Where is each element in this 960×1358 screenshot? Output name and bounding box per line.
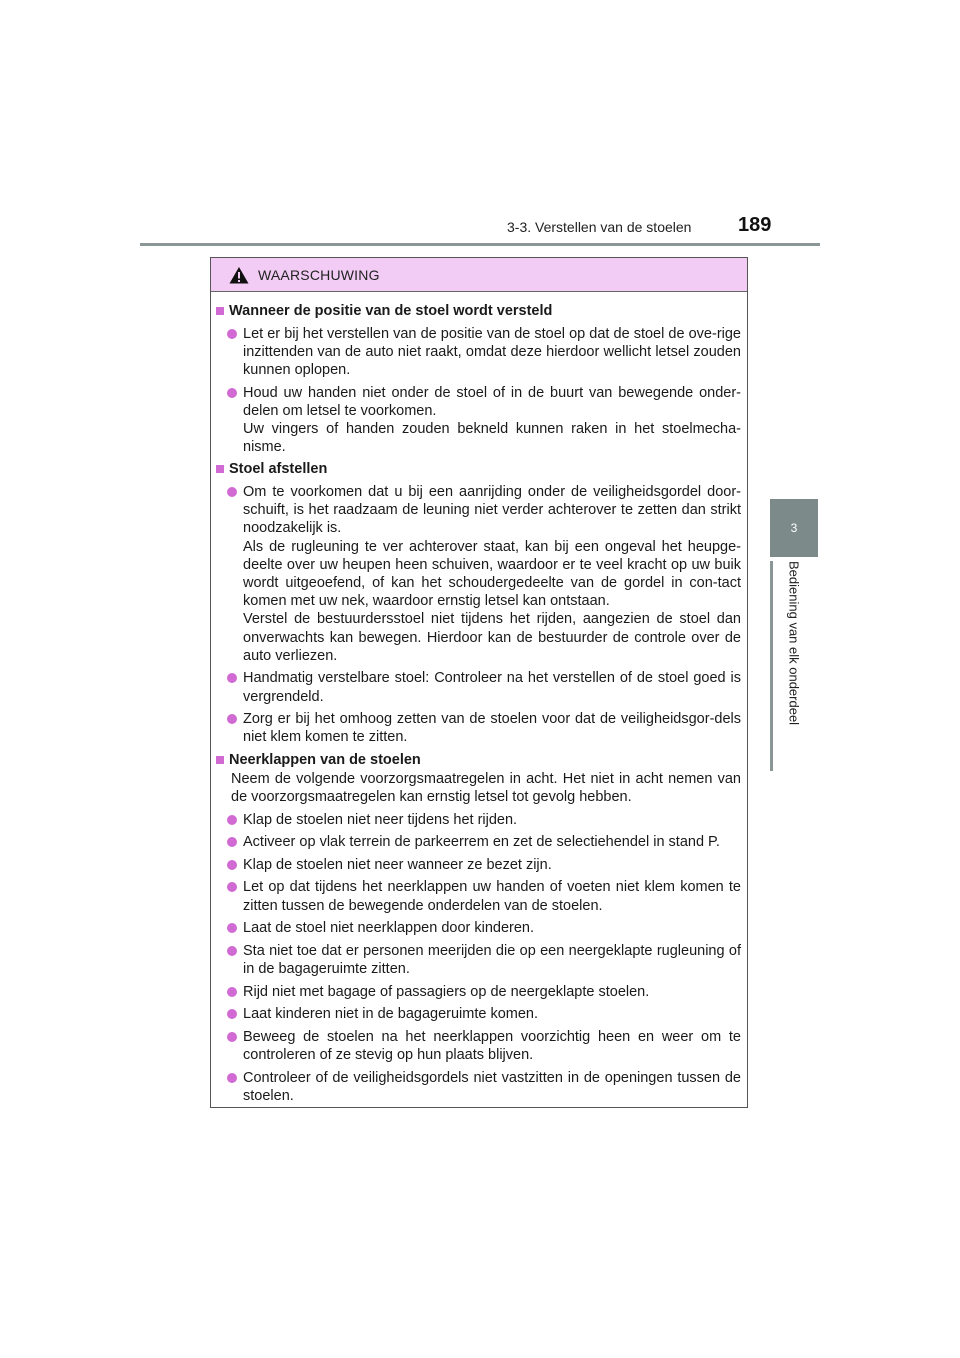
bullet-text: Activeer op vlak terrein de parkeerrem en zet de selectiehendel in stand P. [243, 834, 720, 851]
bullet-text: Klap de stoelen niet neer tijdens het rijden. [243, 811, 518, 828]
warning-bullet-item [216, 942, 741, 978]
section-heading [216, 302, 741, 320]
section-heading-text: Wanneer de positie van de stoel wordt versteld [229, 303, 553, 319]
section-heading-text: Neerklappen van de stoelen [229, 751, 421, 768]
square-bullet-icon [216, 465, 224, 473]
round-bullet-icon [227, 714, 237, 724]
warning-bullet-item [216, 983, 741, 1001]
bullet-text: Sta niet toe dat er personen meerijden die op een neergeklapte rugleuning of in de bagageruimte zitten. [243, 942, 741, 977]
section-heading-text: Stoel afstellen [229, 461, 328, 478]
round-bullet-icon [227, 1032, 237, 1042]
warning-bullet-item [216, 811, 741, 829]
bullet-text: Let op dat tijdens het neerklappen uw handen of voeten niet klem komen te zitten tussen de bewegende onderdelen van de stoelen. [243, 879, 741, 914]
chapter-title: Bediening van elk onderdeel [786, 561, 802, 726]
bullet-text: Verstel de bestuurdersstoel niet tijdens het rijden, aangezien de stoel dan onverwachts kan bewegen. Hierdoor kan de bestuurder de controle over de auto verliezen. [243, 611, 741, 664]
warning-bullet-item [216, 919, 741, 937]
bullet-text: Beweeg de stoelen na het neerklappen voorzichtig heen en weer om te controleren of ze stevig op hun plaats blijven. [243, 1028, 741, 1063]
warning-bullet-item [216, 1069, 741, 1105]
round-bullet-icon [227, 815, 237, 825]
warning-body [211, 292, 747, 1105]
round-bullet-icon [227, 987, 237, 997]
round-bullet-icon [227, 388, 237, 398]
bullet-text: Klap de stoelen niet neer wanneer ze bezet zijn. [243, 856, 552, 873]
round-bullet-icon [227, 1073, 237, 1083]
chapter-number: 3 [790, 521, 798, 535]
round-bullet-icon [227, 673, 237, 683]
square-bullet-icon [216, 307, 224, 315]
bullet-text: Handmatig verstelbare stoel: Controleer na het verstellen of de stoel goed is vergrendeld. [243, 670, 741, 705]
round-bullet-icon [227, 860, 237, 870]
warning-bullet-item [216, 856, 741, 874]
bullet-text: Zorg er bij het omhoog zetten van de stoelen voor dat de veiligheidsgor-dels niet klem komen te zitten. [243, 711, 741, 746]
section-heading [216, 460, 741, 478]
round-bullet-icon [227, 923, 237, 933]
warning-bullet-item [216, 1028, 741, 1064]
bullet-text: Controleer of de veiligheidsgordels niet vastzitten in de openingen tussen de stoelen. [243, 1069, 741, 1104]
bullet-text: Laat de stoel niet neerklappen door kinderen. [243, 920, 535, 937]
warning-bullet-item [216, 833, 741, 851]
warning-triangle-icon [229, 266, 249, 284]
chapter-divider [770, 561, 773, 771]
running-header-section: 3-3. Verstellen van de stoelen [507, 219, 692, 235]
round-bullet-icon [227, 329, 237, 339]
intro-text: Neem de volgende voorzorgsmaatregelen in acht. Het niet in acht nemen van de voorzorgsmaatregelen kan ernstig letsel tot gevolg hebben. [231, 770, 741, 806]
warning-bullet-item [216, 669, 741, 705]
warning-bullet-item [216, 878, 741, 914]
section-intro [216, 770, 741, 806]
bullet-text: Om te voorkomen dat u bij een aanrijding onder de veiligheidsgordel door-schuift, is het raadzaam de leuning niet verder achterover te zetten dan strikt noodzakelijk is. [243, 484, 741, 537]
round-bullet-icon [227, 1009, 237, 1019]
bullet-text: Laat kinderen niet in de bagageruimte komen. [243, 1006, 539, 1023]
bullet-text: Let er bij het verstellen van de positie van de stoel op dat de stoel de ove-rige inzittenden van de auto niet raakt, omdat deze hierdoor wellicht letsel zouden kunnen oplopen. [243, 325, 741, 378]
warning-bullet-item [216, 1005, 741, 1023]
warning-title: WAARSCHUWING [258, 266, 380, 283]
warning-bullet-item [216, 384, 741, 457]
warning-bullet-item [216, 325, 741, 380]
round-bullet-icon [227, 487, 237, 497]
round-bullet-icon [227, 882, 237, 892]
chapter-tab [770, 499, 818, 557]
page-number: 189 [738, 214, 772, 236]
warning-box [210, 257, 748, 1108]
warning-header [211, 258, 747, 292]
warning-bullet-item [216, 483, 741, 665]
bullet-text: Houd uw handen niet onder de stoel of in de buurt van bewegende onder-delen om letsel te voorkomen. [243, 384, 741, 419]
bullet-text: Uw vingers of handen zouden bekneld kunnen raken in het stoelmecha-nisme. [243, 421, 741, 456]
warning-bullet-item [216, 710, 741, 746]
round-bullet-icon [227, 946, 237, 956]
round-bullet-icon [227, 837, 237, 847]
bullet-text: Rijd niet met bagage of passagiers op de neergeklapte stoelen. [243, 983, 650, 1000]
bullet-text: Als de rugleuning te ver achterover staat, kan bij een ongeval het heupge-deelte over uw heupen heen schuiven, waardoor er te veel kracht op uw buik wordt uitgeoefend, of kan het schoudergedeelte van de gordel in con-tact komen met uw nek, waardoor ernstig letsel kan ontstaan. [243, 538, 741, 610]
section-heading [216, 751, 741, 769]
square-bullet-icon [216, 756, 224, 764]
header-divider [140, 243, 820, 246]
